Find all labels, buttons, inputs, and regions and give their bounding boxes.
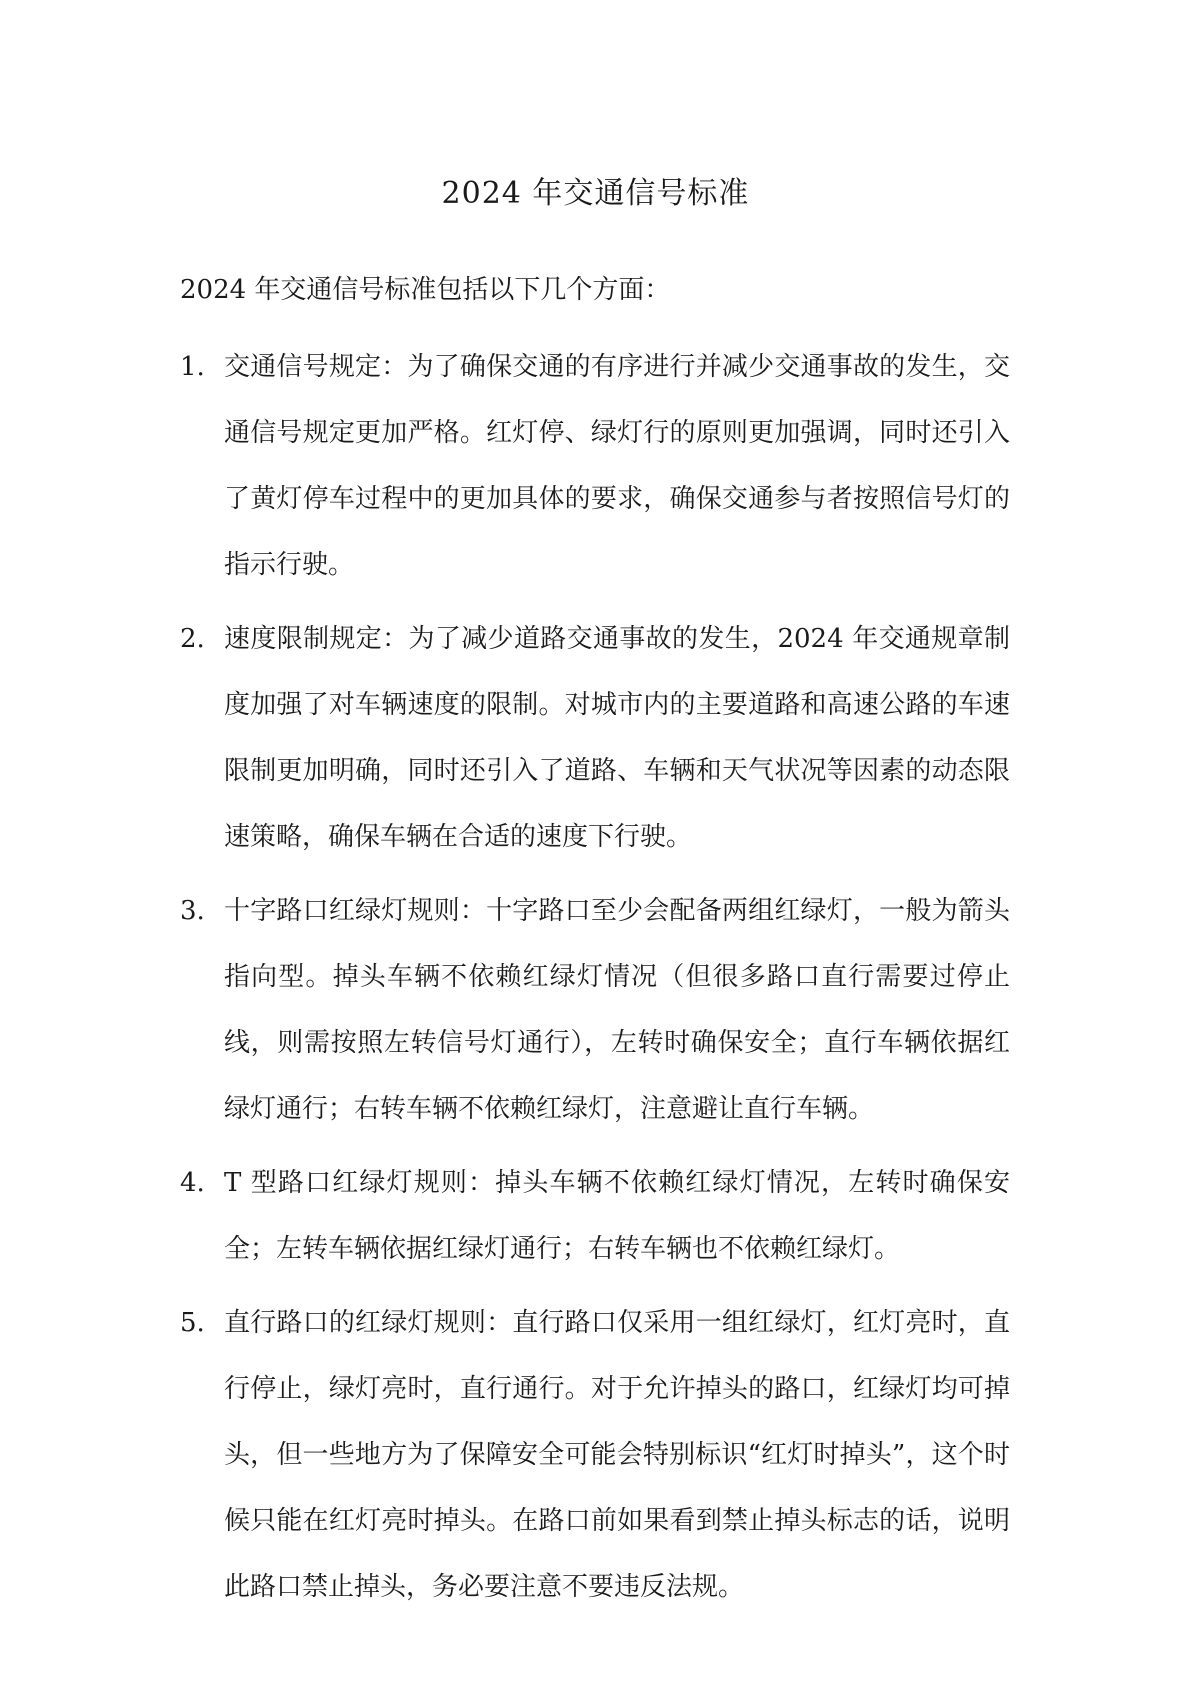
list-item [180, 1290, 1010, 1620]
intro-paragraph: 2024 年交通信号标准包括以下几个方面： [180, 275, 671, 305]
list-item [180, 334, 1010, 598]
list-item-text: 交通信号规定：为了确保交通的有序进行并减少交通事故的发生，交通信号规定更加严格。红灯停、绿灯行的原则更加强调，同时还引入了黄灯停车过程中的更加具体的要求，确保交通参与者按照信号灯的指示行驶。 [224, 352, 1010, 580]
list-item-number: 3. [180, 896, 205, 926]
list-item-number: 2. [180, 624, 205, 654]
list-item-text: T 型路口红绿灯规则：掉头车辆不依赖红绿灯情况，左转时确保安全；左转车辆依据红绿灯通行；右转车辆也不依赖红绿灯。 [224, 1168, 1010, 1264]
list-item-number: 5. [180, 1308, 205, 1338]
list-item-number: 1. [180, 352, 205, 382]
list-item [180, 606, 1010, 870]
list-item-number: 4. [180, 1168, 205, 1198]
list-item [180, 1150, 1010, 1282]
standards-list [180, 334, 1010, 1628]
list-item-text: 十字路口红绿灯规则：十字路口至少会配备两组红绿灯，一般为箭头指向型。掉头车辆不依赖红绿灯情况（但很多路口直行需要过停止线，则需按照左转信号灯通行），左转时确保安全；直行车辆依据红绿灯通行；右转车辆不依赖红绿灯，注意避让直行车辆。 [224, 896, 1010, 1124]
list-item-text: 速度限制规定：为了减少道路交通事故的发生，2024 年交通规章制度加强了对车辆速度的限制。对城市内的主要道路和高速公路的车速限制更加明确，同时还引入了道路、车辆和天气状况等因素的动态限速策略，确保车辆在合适的速度下行驶。 [224, 624, 1010, 852]
page-title: 2024 年交通信号标准 [441, 176, 750, 211]
list-item-text: 直行路口的红绿灯规则：直行路口仅采用一组红绿灯，红灯亮时，直行停止，绿灯亮时，直行通行。对于允许掉头的路口，红绿灯均可掉头，但一些地方为了保障安全可能会特别标识“红灯时掉头”，这个时候只能在红灯亮时掉头。在路口前如果看到禁止掉头标志的话，说明此路口禁止掉头，务必要注意不要违反法规。 [224, 1308, 1010, 1602]
list-item [180, 878, 1010, 1142]
